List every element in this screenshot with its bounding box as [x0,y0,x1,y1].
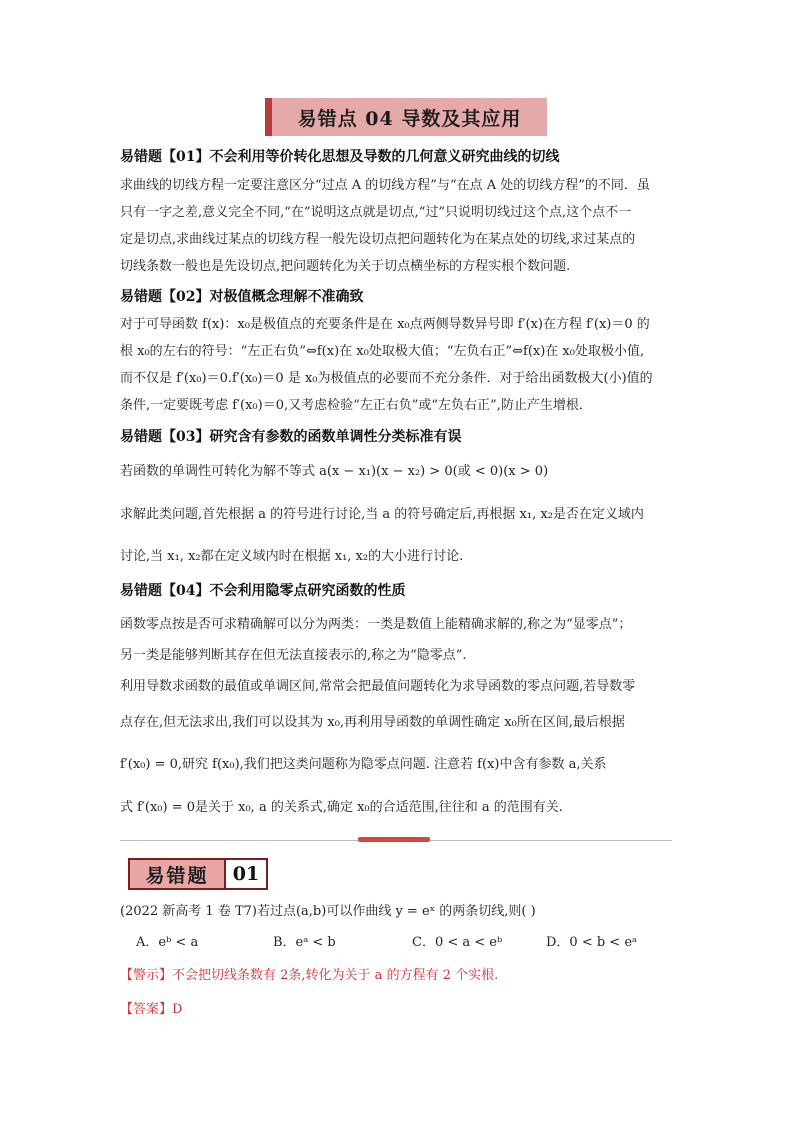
section-04-line: 利用导数求函数的最值或单调区间,常常会把最值问题转化为求导函数的零点问题,若导数零 [120,679,636,694]
question-badge [128,858,268,890]
warning-label: 【警示】 [120,968,173,983]
section-heading-04: 易错题【04】不会利用隐零点研究函数的性质 [120,583,406,599]
section-03-line: 求解此类问题,首先根据 a 的符号进行讨论,当 a 的符号确定后,再根据 x₁, x₂是否在定义域内 [120,507,644,522]
section-03-line: 若函数的单调性可转化为解不等式 a(x − x₁)(x − x₂) > 0(或 < 0)(x > 0) [120,464,549,479]
warning-text: 不会把切线条数有 2条,转化为关于 a 的方程有 2 个实根. [172,968,499,983]
option-a: A．eᵇ < a [136,935,199,950]
answer-label: 【答案】 [120,1002,173,1017]
section-02-line: 而不仅是 f′(x₀)＝0.f′(x₀)＝0 是 x₀为极值点的必要而不充分条件．对于给出函数极大(小)值的 [120,371,653,386]
section-04-line: 函数零点按是否可求精确解可以分为两类：一类是数值上能精确求解的,称之为“显零点”； [120,617,632,632]
option-b: B．eᵃ < b [273,935,336,950]
section-02-line: 根 x₀的左右的符号：“左正右负”⇔f(x)在 x₀处取极大值；“左负右正”⇔f(x)在 x₀处取极小值, [120,344,645,359]
section-heading-01: 易错题【01】不会利用等价转化思想及导数的几何意义研究曲线的切线 [120,149,560,165]
warning-note [120,964,498,983]
badge-label: 易错题 [130,860,226,888]
section-01-line: 求曲线的切线方程一定要注意区分“过点 A 的切线方程”与“在点 A 处的切线方程”的不同．虽 [120,178,650,193]
section-01-line: 只有一字之差,意义完全不同,“在”说明这点就是切点,“过”只说明切线过这个点,这个点不一 [120,205,632,220]
section-04-line: 式 f′(x₀) = 0是关于 x₀, a 的关系式,确定 x₀的合适范围,往往和 a 的范围有关. [120,800,563,815]
question-stem: (2022 新高考 1 卷 T7)若过点(a,b)可以作曲线 y = eˣ 的两条切线,则( ) [120,904,536,919]
section-04-line: f′(x₀) = 0,研究 f(x₀),我们把这类问题称为隐零点问题. 注意若 f(x)中含有参数 a,关系 [120,757,607,772]
answer-text: D [172,1002,183,1017]
title-banner [265,98,547,136]
section-heading-03: 易错题【03】研究含有参数的函数单调性分类标准有误 [120,429,462,445]
divider-accent [358,837,430,842]
section-01-line: 定是切点,求曲线过某点的切线方程一般先设切点把问题转化为在某点处的切线,求过某点的 [120,232,636,247]
badge-number: 01 [226,860,266,888]
section-04-line: 另一类是能够判断其存在但无法直接表示的,称之为“隐零点”. [120,648,467,663]
option-d: D．0 < b < eᵃ [546,935,638,950]
option-c: C．0 < a < eᵇ [412,935,503,950]
section-02-line: 条件,一定要既考虑 f′(x₀)＝0,又考虑检验“左正右负”或“左负右正”,防止产生增根． [120,398,592,413]
section-02-line: 对于可导函数 f(x)：x₀是极值点的充要条件是在 x₀点两侧导数异号即 f′(x)在方程 f′(x)＝0 的 [120,317,650,332]
section-01-line: 切线条数一般也是先设切点,把问题转化为关于切点横坐标的方程实根个数问题. [120,259,571,274]
page-title: 易错点 04 导数及其应用 [297,108,522,130]
section-03-line: 讨论,当 x₁, x₂都在定义域内时在根据 x₁, x₂的大小进行讨论. [120,549,464,564]
section-heading-02: 易错题【02】对极值概念理解不准确致 [120,289,364,305]
section-04-line: 点存在,但无法求出,我们可以设其为 x₀,再利用导函数的单调性确定 x₀所在区间,最后根据 [120,715,625,730]
answer-note [120,998,182,1017]
